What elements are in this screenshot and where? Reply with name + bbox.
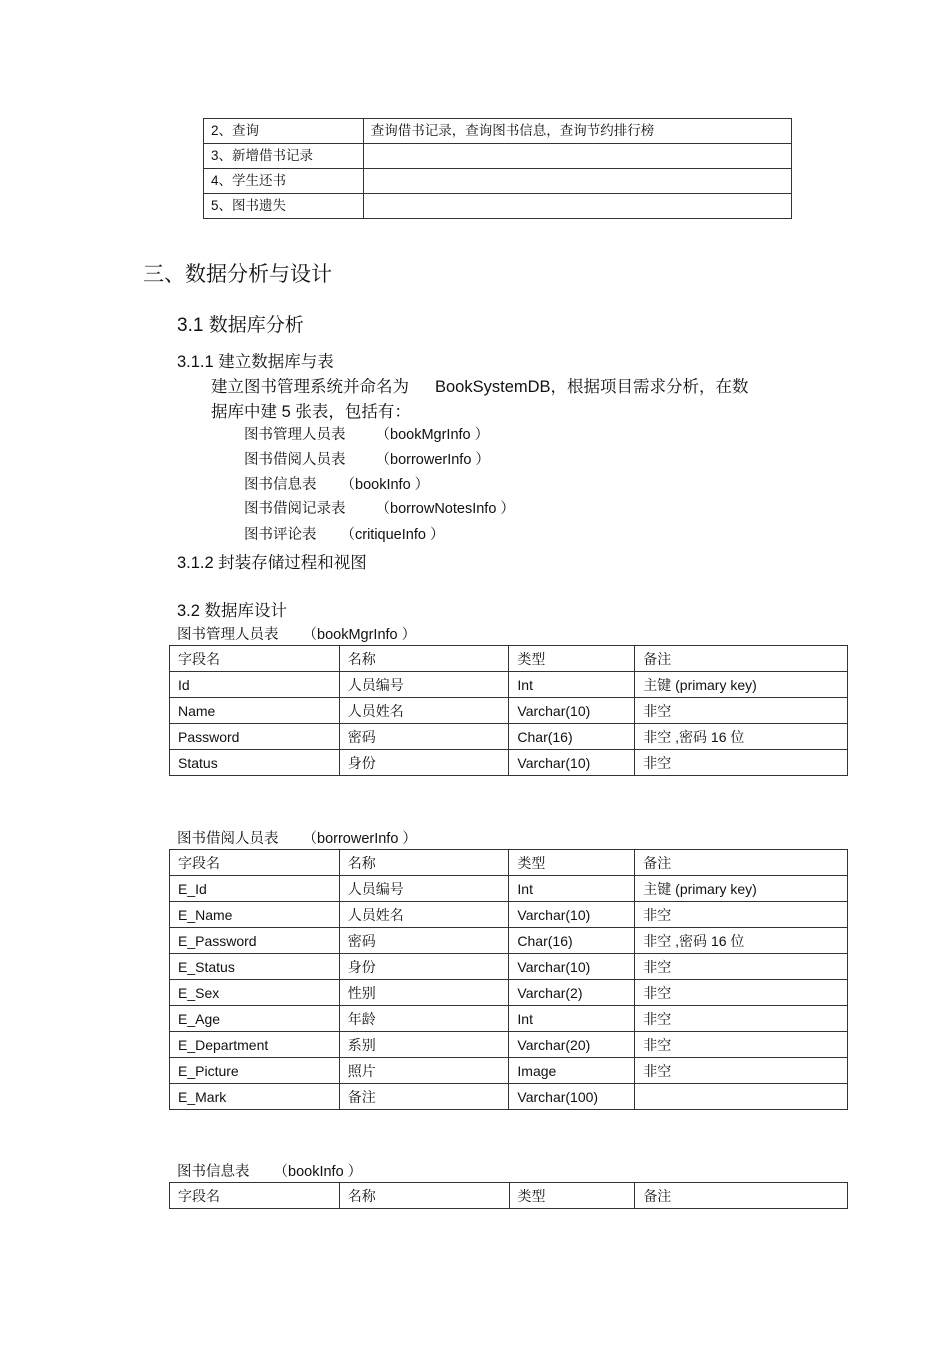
table-row xyxy=(170,876,848,902)
table-cell: Int xyxy=(509,672,635,698)
table-header-row xyxy=(170,1183,848,1209)
table-cell: 非空 ,密码 16 位 xyxy=(635,928,848,954)
table-cell: Image xyxy=(509,1058,635,1084)
function-name-cell: 5、图书遗失 xyxy=(204,194,364,219)
list-item-cn: 图书借阅人员表 xyxy=(244,452,346,468)
paragraph-text: 建立图书管理系统并命名为 xyxy=(211,378,409,396)
table-cell: Char(16) xyxy=(509,928,635,954)
paragraph-line-2: 据库中建 5 张表，包括有： xyxy=(211,403,411,421)
list-item xyxy=(244,497,515,518)
list-item xyxy=(244,448,490,469)
table-cell: Char(16) xyxy=(509,724,635,750)
table-cell: 备注 xyxy=(339,1084,509,1110)
table-cell: 非空 xyxy=(635,1006,848,1032)
caption-cn: 图书管理人员表 xyxy=(177,627,279,643)
column-header: 备注 xyxy=(635,850,848,876)
table-row xyxy=(204,144,792,169)
table-row xyxy=(170,1032,848,1058)
table-cell: 非空 xyxy=(635,698,848,724)
function-desc-cell: 查询借书记录，查询图书信息，查询节约排行榜 xyxy=(363,119,791,144)
column-header: 字段名 xyxy=(170,850,340,876)
table-cell: 非空 xyxy=(635,1058,848,1084)
function-name-cell: 3、新增借书记录 xyxy=(204,144,364,169)
bookinfo-table xyxy=(169,1182,848,1209)
caption-en: （borrowerInfo ） xyxy=(302,831,417,847)
table-row xyxy=(170,750,848,776)
table-cell: E_Sex xyxy=(170,980,340,1006)
table-cell: 非空 xyxy=(635,902,848,928)
table-caption-bookinfo xyxy=(177,1160,362,1181)
table-header-row xyxy=(170,646,848,672)
caption-en: （bookInfo ） xyxy=(273,1164,363,1180)
table-cell: E_Department xyxy=(170,1032,340,1058)
table-caption-bookmgrinfo xyxy=(177,623,416,644)
table-cell: 年龄 xyxy=(339,1006,509,1032)
table-row xyxy=(170,902,848,928)
table-row xyxy=(170,698,848,724)
table-cell xyxy=(635,1084,848,1110)
table-cell: E_Picture xyxy=(170,1058,340,1084)
list-item-en: （critiqueInfo ） xyxy=(340,527,445,543)
table-row xyxy=(170,980,848,1006)
table-cell: 人员编号 xyxy=(339,876,509,902)
table-cell: 密码 xyxy=(339,928,509,954)
table-cell: E_Status xyxy=(170,954,340,980)
table-cell: Status xyxy=(170,750,340,776)
list-item-en: （borrowNotesInfo ） xyxy=(375,501,515,517)
function-name-cell: 2、查询 xyxy=(204,119,364,144)
list-item-cn: 图书管理人员表 xyxy=(244,427,346,443)
table-cell: 非空 ,密码 16 位 xyxy=(635,724,848,750)
table-header-row xyxy=(170,850,848,876)
function-table xyxy=(203,118,792,219)
table-caption-borrowerinfo xyxy=(177,827,417,848)
table-cell: E_Age xyxy=(170,1006,340,1032)
column-header: 名称 xyxy=(339,646,509,672)
column-header: 类型 xyxy=(509,1183,635,1209)
column-header: 类型 xyxy=(509,646,635,672)
subsection-3-1-title: 3.1 数据库分析 xyxy=(177,315,304,336)
list-item-en: （borrowerInfo ） xyxy=(375,452,490,468)
function-desc-cell xyxy=(363,144,791,169)
paragraph-line-1 xyxy=(211,373,749,397)
table-cell: Varchar(2) xyxy=(509,980,635,1006)
table-row xyxy=(204,194,792,219)
column-header: 字段名 xyxy=(170,1183,340,1209)
table-cell: Int xyxy=(509,1006,635,1032)
caption-cn: 图书借阅人员表 xyxy=(177,831,279,847)
list-item xyxy=(244,473,429,494)
subsection-3-1-1-title: 3.1.1 建立数据库与表 xyxy=(177,353,334,371)
list-item xyxy=(244,423,489,444)
column-header: 备注 xyxy=(635,1183,848,1209)
table-row xyxy=(204,169,792,194)
table-cell: Int xyxy=(509,876,635,902)
bookmgrinfo-table xyxy=(169,645,848,776)
table-cell: Varchar(100) xyxy=(509,1084,635,1110)
subsection-3-2-title: 3.2 数据库设计 xyxy=(177,602,288,620)
table-cell: Varchar(10) xyxy=(509,954,635,980)
table-cell: E_Name xyxy=(170,902,340,928)
table-cell: 非空 xyxy=(635,1032,848,1058)
table-cell: 系别 xyxy=(339,1032,509,1058)
function-desc-cell xyxy=(363,194,791,219)
caption-en: （bookMgrInfo ） xyxy=(302,627,417,643)
list-item-cn: 图书借阅记录表 xyxy=(244,501,346,517)
list-item-en: （bookMgrInfo ） xyxy=(375,427,490,443)
table-row xyxy=(170,1006,848,1032)
table-cell: 照片 xyxy=(339,1058,509,1084)
table-row xyxy=(170,1084,848,1110)
table-cell: Password xyxy=(170,724,340,750)
list-item-en: （bookInfo ） xyxy=(340,477,430,493)
table-cell: Varchar(10) xyxy=(509,902,635,928)
table-cell: 性别 xyxy=(339,980,509,1006)
column-header: 类型 xyxy=(509,850,635,876)
table-cell: Varchar(10) xyxy=(509,698,635,724)
column-header: 字段名 xyxy=(170,646,340,672)
table-cell: E_Id xyxy=(170,876,340,902)
column-header: 名称 xyxy=(339,850,509,876)
borrowerinfo-table xyxy=(169,849,848,1110)
table-cell: 人员编号 xyxy=(339,672,509,698)
column-header: 名称 xyxy=(339,1183,509,1209)
table-cell: 身份 xyxy=(339,954,509,980)
table-cell: Varchar(20) xyxy=(509,1032,635,1058)
table-cell: E_Password xyxy=(170,928,340,954)
table-cell: Id xyxy=(170,672,340,698)
caption-cn: 图书信息表 xyxy=(177,1164,250,1180)
table-cell: 密码 xyxy=(339,724,509,750)
table-cell: Varchar(10) xyxy=(509,750,635,776)
table-cell: 非空 xyxy=(635,954,848,980)
table-cell: 非空 xyxy=(635,980,848,1006)
table-row xyxy=(170,724,848,750)
list-item-cn: 图书评论表 xyxy=(244,527,317,543)
table-cell: 主键 (primary key) xyxy=(635,672,848,698)
table-cell: 身份 xyxy=(339,750,509,776)
table-row xyxy=(204,119,792,144)
table-cell: E_Mark xyxy=(170,1084,340,1110)
list-item-cn: 图书信息表 xyxy=(244,477,317,493)
table-row xyxy=(170,954,848,980)
table-cell: 人员姓名 xyxy=(339,698,509,724)
function-name-cell: 4、学生还书 xyxy=(204,169,364,194)
table-row xyxy=(170,1058,848,1084)
table-cell: 人员姓名 xyxy=(339,902,509,928)
function-desc-cell xyxy=(363,169,791,194)
section-heading: 三、数据分析与设计 xyxy=(143,263,332,286)
table-cell: Name xyxy=(170,698,340,724)
table-row xyxy=(170,928,848,954)
table-cell: 非空 xyxy=(635,750,848,776)
db-name-text: BookSystemDB，根据项目需求分析，在数 xyxy=(435,378,749,396)
table-cell: 主键 (primary key) xyxy=(635,876,848,902)
list-item xyxy=(244,523,444,544)
subsection-3-1-2-title: 3.1.2 封装存储过程和视图 xyxy=(177,554,367,572)
table-row xyxy=(170,672,848,698)
column-header: 备注 xyxy=(635,646,848,672)
